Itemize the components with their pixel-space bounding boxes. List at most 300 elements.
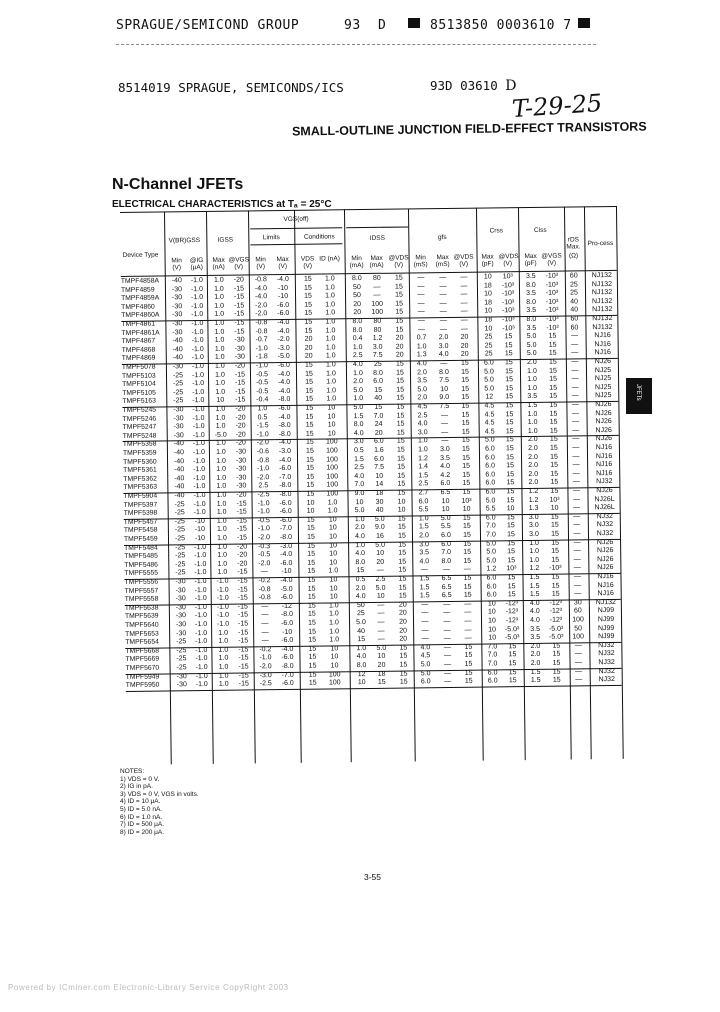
table-cell: 1.0 <box>329 627 340 636</box>
table-cell: 15 <box>398 584 407 592</box>
table-cell: 4.5 <box>484 411 495 419</box>
table-cell: -1.0 <box>191 311 204 319</box>
table-cell: 15 <box>398 592 407 600</box>
table-cell: -4.0 <box>278 439 291 447</box>
table-cell: 15 <box>549 393 558 401</box>
table-cell: 15 <box>504 359 513 367</box>
table-cell: -1.5 <box>256 422 269 430</box>
table-cell: 15 <box>549 444 558 452</box>
table-cell: -20 <box>235 414 246 422</box>
table-cell: 7.0 <box>487 651 498 659</box>
table-cell: — <box>464 634 472 643</box>
table-cell: 5.0 <box>375 584 386 592</box>
table-cell: — <box>440 360 448 368</box>
table-cell: 50 <box>353 292 361 300</box>
table-cell: -0.8 <box>254 276 267 284</box>
table-cell: -1.0 <box>257 525 270 533</box>
table-cell: 7.5 <box>374 463 385 472</box>
table-cell: 15 <box>551 556 560 564</box>
table-cell: 15 <box>550 513 559 521</box>
table-cell: -1.0 <box>194 612 208 620</box>
device-type-cell: TMPF5904 <box>123 492 158 500</box>
table-cell: 15 <box>508 668 517 676</box>
table-cell: — <box>373 292 381 300</box>
table-cell: -1.0 <box>190 285 204 293</box>
table-cell: 1.0 <box>325 335 336 343</box>
table-cell: 3.0 <box>438 342 449 350</box>
table-cell: 1.5 <box>419 583 430 591</box>
col-ciss-header: Ciss <box>533 226 547 234</box>
table-cell: 1.0 <box>325 318 336 326</box>
table-cell: -5.0 <box>280 585 293 593</box>
table-cell: 15 <box>305 439 314 447</box>
col-device-header: Device Type <box>122 251 159 259</box>
table-cell: NJ99 <box>597 615 615 624</box>
table-cell: 2.0 <box>354 524 365 532</box>
table-cell: -4.0 <box>280 551 293 559</box>
table-cell: 20 <box>395 334 404 342</box>
table-cell: 2.0 <box>530 642 541 650</box>
note-line: 2) IG in pA. <box>120 783 153 791</box>
table-cell: 1.0 <box>214 362 225 370</box>
table-cell: 10 <box>327 430 336 438</box>
table-cell: 15 <box>304 292 312 300</box>
table-cell: -6.0 <box>280 594 293 602</box>
table-cell: 10 <box>327 412 336 421</box>
table-cell: — <box>421 626 429 634</box>
table-cell: — <box>441 437 449 445</box>
table-cell: 10 <box>329 541 338 550</box>
table-cell: 15 <box>396 394 405 403</box>
table-cell: -25 <box>173 380 184 388</box>
table-cell: 10 <box>329 559 338 567</box>
device-type-cell: TMPF5640 <box>125 621 159 629</box>
device-type-cell: TMPF4859 <box>120 286 155 294</box>
table-cell: 1.0 <box>326 369 336 378</box>
table-cell: 100 <box>326 490 339 498</box>
table-cell: 6.0 <box>487 677 498 685</box>
table-cell: -40 <box>171 277 182 285</box>
table-cell: -6.0 <box>279 499 292 507</box>
table-cell: 15 <box>396 420 405 428</box>
table-cell: -15 <box>235 388 246 396</box>
table-cell: -15 <box>237 568 248 576</box>
table-cell: -15 <box>238 680 249 688</box>
table-cell: 1.0 <box>352 343 363 351</box>
table-cell: -15 <box>234 310 245 319</box>
characteristics-table <box>120 206 623 765</box>
table-cell: -30 <box>175 621 187 629</box>
table-cell: 100 <box>572 616 584 624</box>
table-cell: 1.0 <box>215 371 225 379</box>
table-cell: -10³ <box>546 315 559 323</box>
table-cell: 15 <box>395 317 404 325</box>
table-cell: 3.0 <box>529 530 539 539</box>
table-cell: — <box>460 325 468 333</box>
table-cell: 15 <box>374 403 383 411</box>
table-cell: -15 <box>238 637 249 645</box>
table-cell: 40 <box>357 627 366 635</box>
table-cell: NJ16 <box>597 581 614 589</box>
device-type-cell: TMPF4861A <box>121 329 160 337</box>
column-subheader: ID (nA) <box>319 255 340 263</box>
table-cell: 25 <box>569 281 578 289</box>
table-cell: 15 <box>507 591 516 599</box>
table-cell: 25 <box>570 289 578 297</box>
table-cell: NJ132 <box>591 297 613 306</box>
table-cell: 10 <box>329 593 338 601</box>
table-cell: NJ26 <box>594 358 612 366</box>
table-cell: -40 <box>173 440 184 448</box>
table-cell: 5.5 <box>485 505 496 513</box>
table-cell: 4.0 <box>417 420 428 428</box>
table-cell: NJ16 <box>597 590 614 598</box>
table-cell: 15 <box>398 549 407 557</box>
device-type-cell: TMPF5248 <box>122 432 157 440</box>
table-cell: -6.0 <box>281 680 294 688</box>
table-cell: 5.0 <box>374 515 385 523</box>
table-cell: NJ16 <box>594 340 611 349</box>
table-cell: 15 <box>305 387 314 395</box>
table-cell: 10 <box>357 679 366 687</box>
table-cell: — <box>574 642 582 650</box>
table-cell: -1.0 <box>216 612 230 620</box>
table-cell: 15 <box>462 480 471 488</box>
table-cell: 16 <box>376 532 384 540</box>
table-cell: — <box>572 435 580 443</box>
table-cell: 4.5 <box>417 403 428 411</box>
table-cell: 10 <box>330 662 339 670</box>
table-cell: 15 <box>506 471 515 479</box>
table-cell: 15 <box>374 386 383 394</box>
table-cell: -25 <box>176 655 187 663</box>
table-cell: -25 <box>174 518 185 526</box>
table-cell: 15 <box>504 342 513 350</box>
table-cell: NJ32 <box>598 641 615 649</box>
table-cell: 15 <box>548 332 557 340</box>
table-cell: -15 <box>238 654 249 662</box>
table-cell: 6.0 <box>441 531 451 540</box>
table-cell: 15 <box>304 327 313 335</box>
table-cell: 15 <box>551 582 560 590</box>
table-cell: 3.0 <box>419 540 429 548</box>
table-cell: — <box>572 461 580 469</box>
table-cell: — <box>376 567 384 575</box>
header-code-d: D <box>378 18 387 33</box>
table-cell: 20 <box>304 353 313 361</box>
table-cell: 1.0 <box>214 293 224 302</box>
device-type-cell: TMPF5670 <box>125 664 160 672</box>
table-cell: -0.5 <box>255 370 269 378</box>
table-cell: -30 <box>175 595 186 603</box>
table-cell: 5.0 <box>485 497 496 505</box>
table-cell: -20 <box>233 276 244 284</box>
table-cell: -6.0 <box>277 301 290 309</box>
table-cell: 1.5 <box>530 677 541 685</box>
table-cell: -1.0 <box>257 499 270 507</box>
table-cell: 80 <box>372 274 381 282</box>
table-cell: 1.0 <box>218 655 229 663</box>
table-cell: -1.0 <box>192 405 205 414</box>
table-cell: 15 <box>397 523 406 532</box>
table-cell: NJ26 <box>597 564 614 572</box>
table-cell: 15 <box>552 668 561 676</box>
table-cell: 10 <box>327 404 336 412</box>
table-cell: -1.0 <box>191 337 204 345</box>
table-cell: 3.0 <box>528 513 539 521</box>
table-cell: -1.0 <box>194 620 208 629</box>
table-cell: 3.0 <box>528 522 539 530</box>
table-cell: 8.0 <box>356 662 367 670</box>
table-cell: -7.0 <box>281 671 294 679</box>
table-cell: 40 <box>375 506 384 515</box>
table-cell: NJ16 <box>597 572 614 581</box>
table-cell: 6.5 <box>441 574 452 583</box>
table-cell: -1.0 <box>195 655 208 663</box>
table-cell: — <box>575 676 583 684</box>
table-cell: -30 <box>236 474 247 482</box>
table-cell: 2.0 <box>528 470 539 478</box>
table-cell: -8.0 <box>278 422 291 430</box>
table-cell: -30 <box>175 578 186 586</box>
table-cell: 6.0 <box>486 591 497 599</box>
table-cell: 1.2 <box>418 454 428 462</box>
table-cell: 5.0 <box>356 619 366 627</box>
table-cell: 60 <box>569 272 578 280</box>
table-cell: 1.0 <box>217 560 228 568</box>
table-cell: 15 <box>307 611 316 619</box>
table-cell: 8.0 <box>352 318 363 326</box>
device-type-cell: TMPF5556 <box>124 578 159 586</box>
table-cell: 4.5 <box>484 419 495 427</box>
table-cell: -4.0 <box>276 275 289 284</box>
table-cell: NJ26 <box>595 426 612 435</box>
table-cell: 18 <box>377 670 386 678</box>
table-cell: -25 <box>173 397 184 405</box>
column-subheader: (Ω) <box>568 252 579 260</box>
table-cell: — <box>573 564 581 572</box>
table-cell: — <box>573 556 581 564</box>
table-cell: — <box>575 659 583 667</box>
table-cell: -0.2 <box>259 645 272 654</box>
table-cell: 3.5 <box>526 290 536 298</box>
table-cell: 20 <box>304 344 313 352</box>
table-cell: -25 <box>176 647 187 655</box>
table-cell: 15 <box>505 436 514 444</box>
table-cell: 10 <box>375 472 384 480</box>
table-cell: — <box>572 418 580 426</box>
table-cell: -4.0 <box>278 379 291 387</box>
table-cell: -6.0 <box>277 310 290 318</box>
table-cell: 1.0 <box>326 395 337 403</box>
table-cell: — <box>460 308 468 316</box>
table-cell: -10³ <box>501 298 515 307</box>
table-cell: 8.0 <box>526 298 537 306</box>
table-cell: — <box>573 530 581 538</box>
table-cell: 1.0 <box>325 344 336 352</box>
table-cell: 15 <box>304 361 313 369</box>
table-cell: — <box>444 678 452 686</box>
table-cell: 15 <box>461 419 470 428</box>
table-cell: 15 <box>397 455 405 463</box>
device-type-cell: TMPF4867 <box>121 337 156 346</box>
table-cell: -2.0 <box>259 663 272 671</box>
table-cell: 1.0 <box>217 551 228 560</box>
table-cell: 6.0 <box>418 497 429 505</box>
device-type-cell: TMPF5398 <box>123 509 158 518</box>
table-cell: 100 <box>328 670 341 679</box>
table-cell: 15 <box>506 488 515 496</box>
table-cell: — <box>571 349 579 357</box>
table-cell: 10³ <box>506 565 517 573</box>
table-cell: 15 <box>508 660 517 668</box>
device-type-cell: TMPF5105 <box>122 389 156 397</box>
table-cell: 15 <box>550 461 559 469</box>
table-cell: — <box>443 635 451 643</box>
table-cell: -30 <box>173 414 184 422</box>
table-cell: 15 <box>398 541 407 549</box>
table-cell: -1.8 <box>255 353 268 361</box>
table-cell: 0.5 <box>355 576 366 584</box>
table-cell: 2.0 <box>438 334 449 342</box>
table-cell: NJ132 <box>592 306 613 314</box>
table-cell: 1.0 <box>527 384 538 392</box>
table-cell: 10 <box>487 600 496 608</box>
table-cell: 2.0 <box>355 584 366 592</box>
table-cell: -8.0 <box>278 396 291 404</box>
table-cell: NJ26 <box>596 487 613 495</box>
table-cell: -30 <box>172 363 184 371</box>
table-cell: -1.0 <box>256 430 269 439</box>
table-cell: -0.8 <box>258 585 271 593</box>
table-cell: -30 <box>173 406 184 414</box>
table-cell: 50 <box>574 624 583 633</box>
table-cell: — <box>443 617 451 626</box>
table-cell: 0.5 <box>354 447 364 455</box>
table-cell: -8.0 <box>279 533 293 542</box>
table-cell: 30 <box>375 498 384 506</box>
table-cell: 1.0 <box>325 352 336 360</box>
table-cell: NJ99 <box>598 633 615 641</box>
table-cell: 40 <box>570 306 579 314</box>
table-cell: -10³ <box>545 272 559 280</box>
table-cell: — <box>420 566 428 574</box>
table-cell: 20 <box>353 309 362 317</box>
table-cell: 15 <box>548 341 557 349</box>
table-cell: 10 <box>216 397 225 405</box>
table-cell: -12³ <box>549 599 563 607</box>
table-cell: NJ132 <box>591 271 612 280</box>
table-cell: 100 <box>371 309 384 317</box>
table-cell: — <box>421 618 429 626</box>
table-cell: 20 <box>376 558 385 566</box>
table-cell: 15 <box>306 473 315 481</box>
table-cell: — <box>439 291 447 299</box>
table-cell: -40 <box>173 457 185 465</box>
device-type-cell: TMPF5246 <box>122 415 157 423</box>
handwritten-note: T-29-25 <box>511 88 604 124</box>
table-cell: NJ16 <box>595 452 613 460</box>
table-cell: 15 <box>305 404 314 412</box>
table-cell: -20 <box>234 362 245 370</box>
table-cell: 15 <box>549 418 558 426</box>
table-cell: 1.0 <box>215 379 226 388</box>
table-cell: 15 <box>308 671 317 679</box>
table-cell: 15 <box>395 291 403 299</box>
table-cell: 12 <box>485 393 494 401</box>
table-cell: -15 <box>234 302 245 310</box>
section-title: N-Channel JFETs <box>112 176 244 193</box>
table-cell: 15 <box>304 301 313 309</box>
table-cell: -5.0³ <box>504 625 520 633</box>
header-dashed-rule <box>116 44 596 45</box>
device-type-cell: TMPF5639 <box>124 612 159 621</box>
table-cell: -5.0 <box>277 353 290 361</box>
table-cell: 1.0 <box>218 629 229 637</box>
table-cell: -40 <box>173 449 185 457</box>
table-cell: 2.5 <box>352 352 363 360</box>
device-type-cell: TMPF4868 <box>121 346 156 354</box>
table-cell: -40 <box>172 346 183 354</box>
table-cell: -0.5 <box>257 516 270 525</box>
table-cell: -1.0 <box>191 328 204 336</box>
table-cell: 20 <box>399 627 408 635</box>
table-cell: -40 <box>174 492 185 500</box>
table-cell: -5.0³ <box>548 625 564 633</box>
table-cell: 10 <box>440 385 449 393</box>
table-cell: — <box>571 384 579 392</box>
device-type-cell: TMPF5359 <box>122 449 157 457</box>
table-cell: 15 <box>463 557 472 565</box>
table-cell: -3.0 <box>280 542 293 550</box>
table-cell: 1.0 <box>257 405 268 413</box>
table-cell: 5.0 <box>526 341 537 349</box>
table-cell: 2.0 <box>526 358 537 367</box>
table-cell: 15 <box>461 411 470 419</box>
table-cell: 1.0 <box>214 285 224 293</box>
table-cell: -12³ <box>549 608 563 616</box>
table-cell: 4.5 <box>420 652 431 660</box>
table-cell: 15 <box>307 593 316 601</box>
table-cell: 10 <box>441 497 450 505</box>
table-cell: 1.3 <box>528 505 539 513</box>
table-cell: 15 <box>551 573 560 581</box>
table-cell: -30 <box>175 586 186 594</box>
table-cell: -0.4 <box>256 396 269 404</box>
table-cell: 1.2 <box>486 565 497 573</box>
table-cell: 5.0 <box>417 386 428 394</box>
table-cell: -30 <box>172 328 183 336</box>
table-cell: — <box>571 367 579 375</box>
table-cell: 15 <box>399 670 408 678</box>
table-cell: -20 <box>235 405 246 413</box>
device-type-cell: TMPF4858A <box>120 277 160 285</box>
table-cell: 1.4 <box>418 463 429 471</box>
table-cell: -15 <box>237 594 248 602</box>
device-type-cell: TMPF5360 <box>123 458 157 466</box>
table-cell: -2.0 <box>257 473 270 482</box>
table-cell: — <box>261 620 269 628</box>
table-cell: 1.5 <box>418 472 429 480</box>
table-cell: 1.0 <box>325 301 336 309</box>
table-cell: 1.0 <box>527 367 537 375</box>
table-cell: 1.0 <box>329 636 340 644</box>
table-cell: 50 <box>352 283 361 291</box>
table-cell: 15 <box>397 472 406 480</box>
table-cell: 3.0 <box>372 343 383 351</box>
table-cell: 2.5 <box>418 480 429 488</box>
table-cell: -20 <box>237 560 248 568</box>
